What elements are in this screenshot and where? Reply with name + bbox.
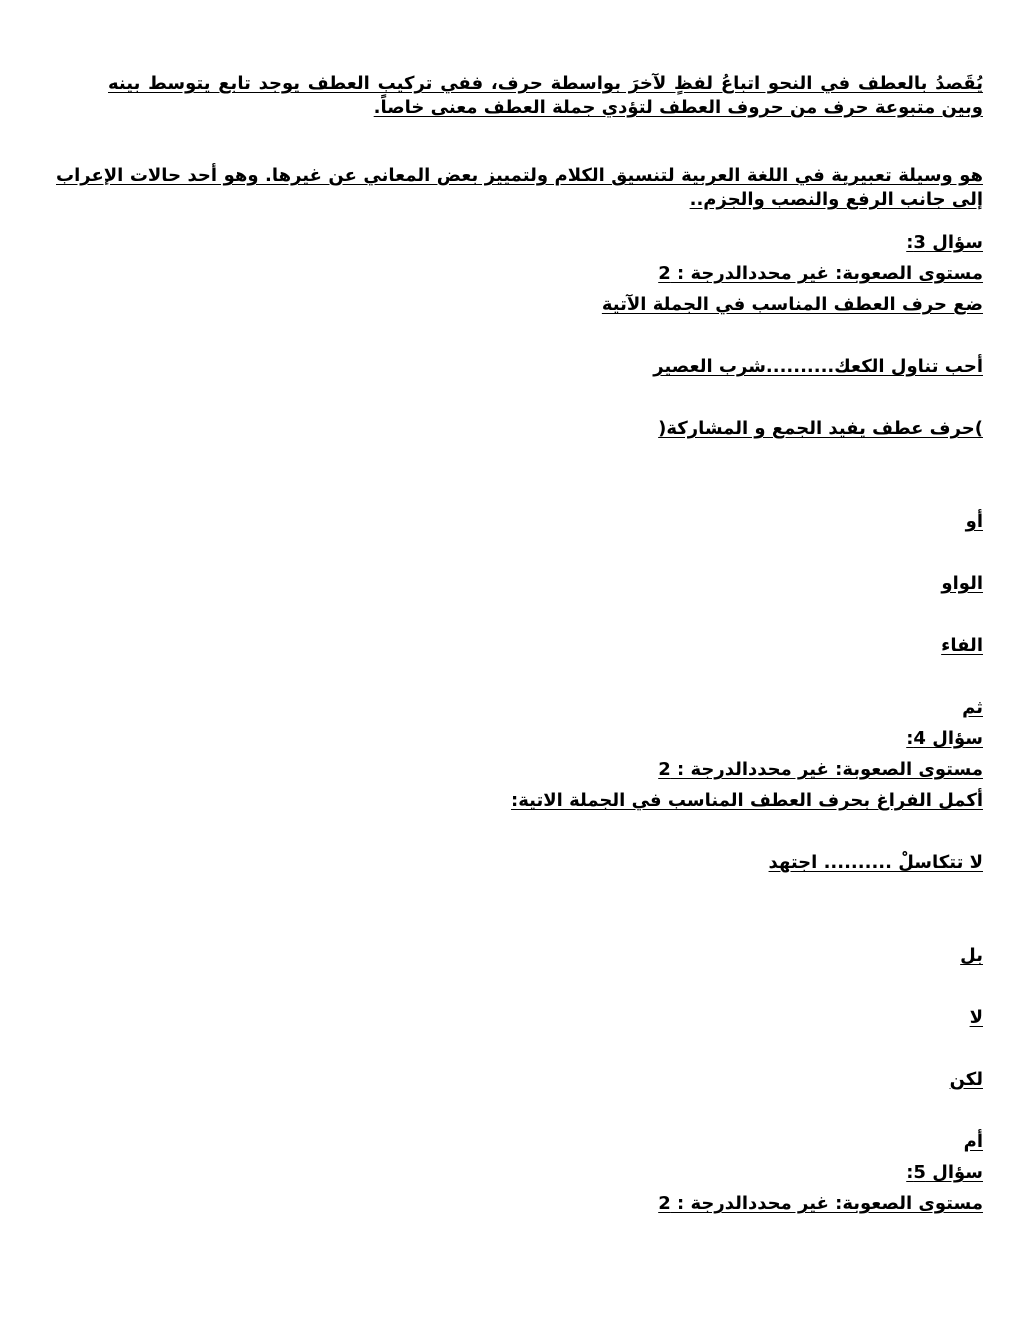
question-3-option-4[interactable]: ثم xyxy=(962,697,983,718)
question-4-title: سؤال 4: xyxy=(906,728,983,749)
question-3-sentence: أحب تناول الكعك..........شرب العصير xyxy=(653,356,983,377)
question-5-title: سؤال 5: xyxy=(906,1162,983,1183)
question-3-option-3[interactable]: الفاء xyxy=(941,635,983,656)
question-3-hint: )حرف عطف يفيد الجمع و المشاركة( xyxy=(658,418,983,439)
intro-paragraph-2: هو وسيلة تعبيرية في اللغة العربية لتنسيق الكلام ولتمييز بعض المعاني عن غيرها. وهو أحد حالات الإعراب إلى جانب الرفع والنصب والجزم.. xyxy=(56,165,983,210)
question-3-title: سؤال 3: xyxy=(906,232,983,253)
question-3-prompt: ضع حرف العطف المناسب في الجملة الآتية xyxy=(601,294,983,315)
question-3-option-2[interactable]: الواو xyxy=(941,573,983,594)
question-4-option-1[interactable]: بل xyxy=(960,945,983,966)
question-3-option-1[interactable]: أو xyxy=(965,511,983,532)
question-4-option-4[interactable]: أم xyxy=(963,1131,983,1152)
question-5-difficulty: مستوى الصعوبة: غير محددالدرجة : 2 xyxy=(658,1193,983,1214)
question-4-difficulty: مستوى الصعوبة: غير محددالدرجة : 2 xyxy=(658,759,983,780)
question-3-difficulty: مستوى الصعوبة: غير محددالدرجة : 2 xyxy=(658,263,983,284)
question-4-option-2[interactable]: لا xyxy=(969,1007,983,1028)
question-4-prompt: أكمل الفراغ بحرف العطف المناسب في الجملة الاتية: xyxy=(511,790,983,811)
question-4-option-3[interactable]: لكن xyxy=(949,1069,983,1090)
intro-paragraph-1: يُقَصدُ بالعطف في النحو اتباعُ لفظٍ لآخرَ بواسطة حرف، ففي تركيب العطف يوجد تابع يتوسط بينه وبين متبوعة حرف من حروف العطف لتؤدي جملة العطف معنى خاصاً. xyxy=(108,73,983,118)
question-4-sentence: لا تتكاسلْ .......... اجتهد xyxy=(768,852,983,873)
